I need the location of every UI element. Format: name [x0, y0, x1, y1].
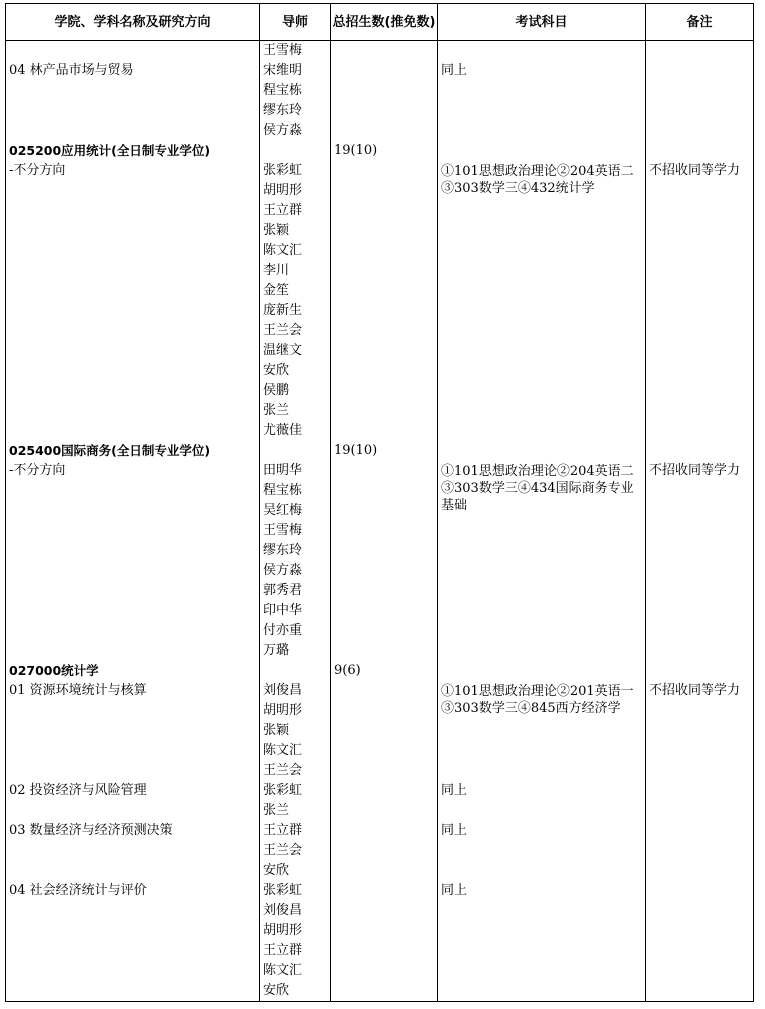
cell-dept [6, 381, 260, 401]
table-row [6, 361, 754, 381]
cell-exam [438, 541, 646, 561]
cell-exam [438, 361, 646, 381]
cell-note [646, 121, 754, 141]
cell-note: 不招收同等学力 [646, 681, 754, 701]
cell-note [646, 961, 754, 981]
cell-note [646, 381, 754, 401]
cell-advisor: 陈文汇 [260, 741, 331, 761]
table-row [6, 121, 754, 141]
table-row [6, 401, 754, 421]
cell-note [646, 141, 754, 161]
cell-exam [438, 681, 646, 716]
cell-quota [331, 641, 438, 661]
cell-quota [331, 381, 438, 401]
cell-advisor: 金笙 [260, 281, 331, 301]
cell-advisor: 王兰会 [260, 841, 331, 861]
table-header-row [6, 4, 754, 41]
table-row [6, 261, 754, 281]
cell-exam: 同上 [438, 781, 646, 801]
table-row [6, 101, 754, 121]
table-body [6, 41, 754, 1002]
table-row [6, 721, 754, 741]
cell-dept [6, 741, 260, 761]
cell-dept [6, 641, 260, 661]
cell-advisor: 王雪梅 [260, 521, 331, 541]
cell-dept [6, 721, 260, 741]
cell-note [646, 581, 754, 601]
cell-exam [438, 901, 646, 921]
cell-note: 不招收同等学力 [646, 461, 754, 481]
cell-dept [6, 41, 260, 62]
cell-quota [331, 81, 438, 101]
cell-dept: -不分方向 [6, 161, 260, 181]
cell-exam [438, 201, 646, 221]
cell-note [646, 921, 754, 941]
cell-advisor: 王立群 [260, 941, 331, 961]
cell-quota [331, 861, 438, 881]
header-dept: 学院、学科名称及研究方向 [6, 4, 260, 41]
cell-advisor: 万璐 [260, 641, 331, 661]
cell-dept [6, 121, 260, 141]
cell-note [646, 181, 754, 201]
cell-note [646, 201, 754, 221]
cell-exam [438, 241, 646, 261]
cell-note [646, 321, 754, 341]
cell-exam [438, 621, 646, 641]
table-row [6, 761, 754, 781]
cell-note [646, 501, 754, 521]
table-row [6, 881, 754, 901]
cell-quota [331, 701, 438, 721]
cell-quota [331, 201, 438, 221]
cell-quota [331, 621, 438, 641]
cell-note [646, 641, 754, 661]
table-row [6, 801, 754, 821]
cell-note [646, 621, 754, 641]
table-row [6, 161, 754, 181]
cell-exam: 同上 [438, 821, 646, 841]
cell-note [646, 241, 754, 261]
cell-note [646, 981, 754, 1002]
cell-advisor [260, 141, 331, 161]
cell-exam [438, 961, 646, 981]
cell-quota [331, 801, 438, 821]
cell-dept: 025200应用统计(全日制专业学位) [6, 141, 260, 161]
cell-dept [6, 621, 260, 641]
cell-advisor: 胡明形 [260, 701, 331, 721]
cell-advisor: 侯鹏 [260, 381, 331, 401]
cell-exam [438, 741, 646, 761]
cell-dept [6, 761, 260, 781]
cell-advisor: 张颖 [260, 721, 331, 741]
cell-note [646, 421, 754, 441]
cell-quota [331, 841, 438, 861]
cell-quota [331, 761, 438, 781]
table-row [6, 221, 754, 241]
cell-advisor: 程宝栋 [260, 81, 331, 101]
table-row [6, 81, 754, 101]
exam-subjects-text: ①101思想政治理论②204英语二③303数学三④432统计学 [441, 164, 634, 196]
cell-note [646, 481, 754, 501]
cell-note [646, 361, 754, 381]
table-row [6, 41, 754, 62]
cell-note [646, 281, 754, 301]
cell-quota [331, 401, 438, 421]
cell-quota [331, 361, 438, 381]
cell-dept [6, 261, 260, 281]
cell-dept [6, 601, 260, 621]
header-note: 备注 [646, 4, 754, 41]
cell-exam [438, 521, 646, 541]
cell-exam [438, 721, 646, 741]
cell-exam [438, 301, 646, 321]
cell-note [646, 661, 754, 681]
cell-exam [438, 801, 646, 821]
cell-exam [438, 421, 646, 441]
cell-exam [438, 341, 646, 361]
exam-subjects-text: ①101思想政治理论②201英语一③303数学三④845西方经济学 [441, 684, 634, 716]
cell-advisor: 王立群 [260, 201, 331, 221]
cell-note [646, 741, 754, 761]
cell-note [646, 861, 754, 881]
cell-advisor: 张颖 [260, 221, 331, 241]
cell-quota [331, 521, 438, 541]
cell-quota: 9(6) [331, 661, 438, 681]
cell-advisor: 张彩虹 [260, 881, 331, 901]
cell-quota [331, 501, 438, 521]
cell-dept: 027000统计学 [6, 661, 260, 681]
cell-quota [331, 601, 438, 621]
cell-advisor: 侯方淼 [260, 121, 331, 141]
cell-exam [438, 321, 646, 341]
table-row [6, 201, 754, 221]
cell-note [646, 261, 754, 281]
cell-note [646, 101, 754, 121]
cell-quota [331, 901, 438, 921]
cell-dept: 01 资源环境统计与核算 [6, 681, 260, 701]
cell-note [646, 841, 754, 861]
cell-quota [331, 341, 438, 361]
cell-dept: 03 数量经济与经济预测决策 [6, 821, 260, 841]
cell-quota [331, 581, 438, 601]
cell-exam [438, 381, 646, 401]
cell-dept [6, 201, 260, 221]
cell-advisor: 张兰 [260, 801, 331, 821]
cell-note [646, 601, 754, 621]
cell-quota: 19(10) [331, 441, 438, 461]
table-row [6, 901, 754, 921]
cell-quota [331, 541, 438, 561]
cell-dept [6, 901, 260, 921]
table-row [6, 841, 754, 861]
cell-quota [331, 481, 438, 501]
cell-dept [6, 701, 260, 721]
cell-advisor: 张兰 [260, 401, 331, 421]
cell-exam [438, 581, 646, 601]
cell-dept [6, 581, 260, 601]
cell-dept [6, 321, 260, 341]
cell-quota [331, 181, 438, 201]
cell-quota: 19(10) [331, 141, 438, 161]
cell-advisor: 陈文汇 [260, 241, 331, 261]
cell-advisor: 王立群 [260, 821, 331, 841]
cell-dept [6, 101, 260, 121]
table-row [6, 861, 754, 881]
cell-dept [6, 801, 260, 821]
cell-exam [438, 401, 646, 421]
cell-dept [6, 541, 260, 561]
cell-note [646, 941, 754, 961]
cell-advisor: 印中华 [260, 601, 331, 621]
cell-advisor: 付亦重 [260, 621, 331, 641]
cell-quota [331, 961, 438, 981]
cell-advisor: 宋维明 [260, 61, 331, 81]
cell-advisor: 刘俊昌 [260, 901, 331, 921]
cell-dept [6, 361, 260, 381]
cell-dept [6, 181, 260, 201]
cell-exam [438, 981, 646, 1002]
cell-advisor: 尤薇佳 [260, 421, 331, 441]
cell-dept [6, 401, 260, 421]
cell-quota [331, 221, 438, 241]
cell-quota [331, 241, 438, 261]
cell-note [646, 221, 754, 241]
cell-note [646, 341, 754, 361]
cell-advisor: 胡明形 [260, 181, 331, 201]
table-row [6, 921, 754, 941]
cell-dept: -不分方向 [6, 461, 260, 481]
cell-quota [331, 321, 438, 341]
cell-advisor: 王雪梅 [260, 41, 331, 62]
table-row [6, 301, 754, 321]
cell-quota [331, 41, 438, 62]
table-row [6, 321, 754, 341]
cell-dept [6, 961, 260, 981]
cell-exam: 同上 [438, 61, 646, 81]
cell-note [646, 561, 754, 581]
cell-note [646, 541, 754, 561]
table-row [6, 981, 754, 1002]
cell-dept [6, 981, 260, 1002]
cell-exam [438, 941, 646, 961]
cell-quota [331, 881, 438, 901]
cell-quota [331, 121, 438, 141]
header-quota: 总招生数(推免数) [331, 4, 438, 41]
cell-note [646, 441, 754, 461]
cell-quota [331, 421, 438, 441]
admission-table [5, 3, 754, 1002]
cell-note [646, 881, 754, 901]
cell-dept [6, 921, 260, 941]
cell-note [646, 301, 754, 321]
major-row [6, 141, 754, 161]
table-row [6, 681, 754, 701]
cell-dept [6, 221, 260, 241]
cell-quota [331, 261, 438, 281]
cell-dept: 04 社会经济统计与评价 [6, 881, 260, 901]
table-row [6, 601, 754, 621]
cell-quota [331, 681, 438, 701]
cell-exam: 同上 [438, 881, 646, 901]
major-row [6, 441, 754, 461]
table-row [6, 581, 754, 601]
cell-note [646, 41, 754, 62]
cell-advisor: 安欣 [260, 861, 331, 881]
cell-dept [6, 841, 260, 861]
table-row [6, 741, 754, 761]
cell-exam [438, 921, 646, 941]
table-row [6, 281, 754, 301]
table-row [6, 61, 754, 81]
cell-exam [438, 561, 646, 581]
cell-quota [331, 921, 438, 941]
table-row [6, 641, 754, 661]
cell-dept [6, 281, 260, 301]
cell-advisor: 程宝栋 [260, 481, 331, 501]
cell-advisor: 庞新生 [260, 301, 331, 321]
exam-subjects-text: ①101思想政治理论②204英语二③303数学三④434国际商务专业基础 [441, 464, 634, 513]
table-row [6, 941, 754, 961]
cell-exam [438, 661, 646, 681]
table-row [6, 421, 754, 441]
cell-advisor: 温继文 [260, 341, 331, 361]
cell-dept [6, 501, 260, 521]
table-row [6, 821, 754, 841]
cell-note [646, 521, 754, 541]
cell-advisor: 王兰会 [260, 321, 331, 341]
cell-dept [6, 941, 260, 961]
table-row [6, 461, 754, 481]
cell-exam [438, 601, 646, 621]
cell-note [646, 761, 754, 781]
cell-quota [331, 821, 438, 841]
cell-quota [331, 301, 438, 321]
table-row [6, 541, 754, 561]
header-exam: 考试科目 [438, 4, 646, 41]
table-row [6, 621, 754, 641]
cell-note [646, 701, 754, 721]
cell-advisor: 张彩虹 [260, 781, 331, 801]
cell-dept [6, 481, 260, 501]
cell-exam [438, 441, 646, 461]
cell-exam [438, 261, 646, 281]
cell-advisor: 侯方淼 [260, 561, 331, 581]
cell-note: 不招收同等学力 [646, 161, 754, 181]
cell-dept [6, 561, 260, 581]
cell-advisor: 安欣 [260, 981, 331, 1002]
cell-advisor: 郭秀君 [260, 581, 331, 601]
cell-quota [331, 461, 438, 481]
cell-quota [331, 561, 438, 581]
table-row [6, 341, 754, 361]
cell-exam [438, 641, 646, 661]
cell-exam [438, 141, 646, 161]
table-row [6, 521, 754, 541]
cell-dept [6, 81, 260, 101]
cell-note [646, 61, 754, 81]
cell-exam [438, 161, 646, 196]
cell-dept [6, 241, 260, 261]
cell-quota [331, 781, 438, 801]
header-advisor: 导师 [260, 4, 331, 41]
cell-advisor [260, 441, 331, 461]
cell-advisor: 田明华 [260, 461, 331, 481]
cell-advisor: 吴红梅 [260, 501, 331, 521]
cell-exam [438, 221, 646, 241]
cell-exam [438, 121, 646, 141]
cell-note [646, 901, 754, 921]
cell-quota [331, 61, 438, 81]
cell-advisor: 缪东玲 [260, 101, 331, 121]
cell-dept [6, 341, 260, 361]
cell-note [646, 781, 754, 801]
cell-advisor: 张彩虹 [260, 161, 331, 181]
cell-dept [6, 421, 260, 441]
cell-exam [438, 101, 646, 121]
cell-quota [331, 281, 438, 301]
cell-exam [438, 281, 646, 301]
cell-advisor: 胡明形 [260, 921, 331, 941]
table-row [6, 241, 754, 261]
cell-dept [6, 301, 260, 321]
cell-advisor: 刘俊昌 [260, 681, 331, 701]
cell-dept: 025400国际商务(全日制专业学位) [6, 441, 260, 461]
table-row [6, 381, 754, 401]
cell-advisor: 安欣 [260, 361, 331, 381]
cell-quota [331, 101, 438, 121]
cell-exam [438, 41, 646, 62]
cell-exam [438, 81, 646, 101]
cell-note [646, 821, 754, 841]
table-row [6, 781, 754, 801]
cell-note [646, 401, 754, 421]
major-row [6, 661, 754, 681]
cell-advisor: 缪东玲 [260, 541, 331, 561]
cell-advisor: 李川 [260, 261, 331, 281]
cell-note [646, 81, 754, 101]
cell-dept [6, 521, 260, 541]
cell-advisor: 王兰会 [260, 761, 331, 781]
cell-exam [438, 761, 646, 781]
cell-note [646, 801, 754, 821]
cell-exam [438, 461, 646, 513]
cell-dept: 04 林产品市场与贸易 [6, 61, 260, 81]
cell-dept: 02 投资经济与风险管理 [6, 781, 260, 801]
table-row [6, 561, 754, 581]
cell-quota [331, 741, 438, 761]
cell-advisor [260, 661, 331, 681]
cell-advisor: 陈文汇 [260, 961, 331, 981]
cell-quota [331, 981, 438, 1002]
cell-quota [331, 161, 438, 181]
cell-dept [6, 861, 260, 881]
cell-quota [331, 941, 438, 961]
cell-exam [438, 841, 646, 861]
cell-note [646, 721, 754, 741]
cell-exam [438, 861, 646, 881]
table-row [6, 961, 754, 981]
cell-quota [331, 721, 438, 741]
